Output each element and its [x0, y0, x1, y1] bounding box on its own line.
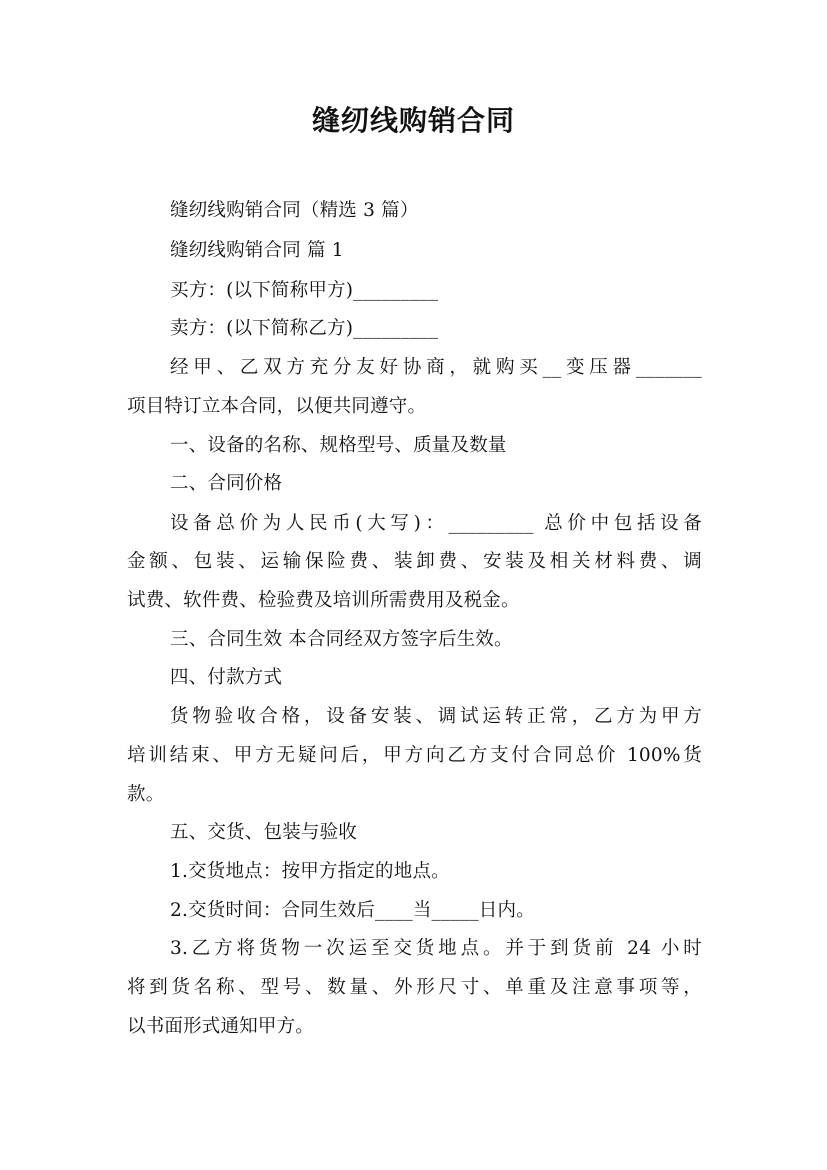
- agreement-line: 经甲、乙双方充分友好协商，就购买__变压器_______: [170, 357, 702, 378]
- delivery-time-line: 2.交货时间：合同生效后____当_____日内。: [170, 900, 535, 921]
- seller-line: 卖方：(以下简称乙方)_________: [170, 318, 439, 339]
- delivery-place-line: 1.交货地点：按甲方指定的地点。: [170, 861, 450, 882]
- payment-line-2: 培训结束、甲方无疑问后，甲方向乙方支付合同总价 100%货: [127, 745, 702, 766]
- agreement-continuation-line: 项目特订立本合同，以便共同遵守。: [127, 396, 427, 417]
- document-title: 缝纫线购销合同: [311, 104, 515, 137]
- payment-line-1: 货物验收合格，设备安装、调试运转正常，乙方为甲方: [170, 706, 702, 727]
- clause-1-heading: 一、设备的名称、规格型号、质量及数量: [170, 435, 507, 456]
- delivery-notice-line-3: 以书面形式通知甲方。: [127, 1016, 315, 1037]
- payment-line-3: 款。: [127, 784, 165, 805]
- price-line-2: 金额、包装、运输保险费、装卸费、安装及相关材料费、调: [127, 551, 702, 572]
- clause-5-heading: 五、交货、包装与验收: [170, 822, 358, 843]
- delivery-notice-line-1: 3.乙方将货物一次运至交货地点。并于到货前 24 小时: [170, 938, 702, 959]
- price-line-1: 设备总价为人民币(大写)：_________ 总价中包括设备: [170, 513, 702, 534]
- buyer-line: 买方：(以下简称甲方)_________: [170, 280, 439, 301]
- clause-3-line: 三、合同生效 本合同经双方签字后生效。: [170, 629, 513, 650]
- contract-section-line: 缝纫线购销合同 篇 1: [170, 240, 344, 261]
- contract-heading-line: 缝纫线购销合同（精选 3 篇）: [170, 200, 419, 221]
- clause-4-heading: 四、付款方式: [170, 667, 283, 688]
- price-line-3: 试费、软件费、检验费及培训所需费用及税金。: [127, 590, 520, 611]
- delivery-notice-line-2: 将到货名称、型号、数量、外形尺寸、单重及注意事项等，: [127, 977, 702, 998]
- clause-2-heading: 二、合同价格: [170, 473, 283, 494]
